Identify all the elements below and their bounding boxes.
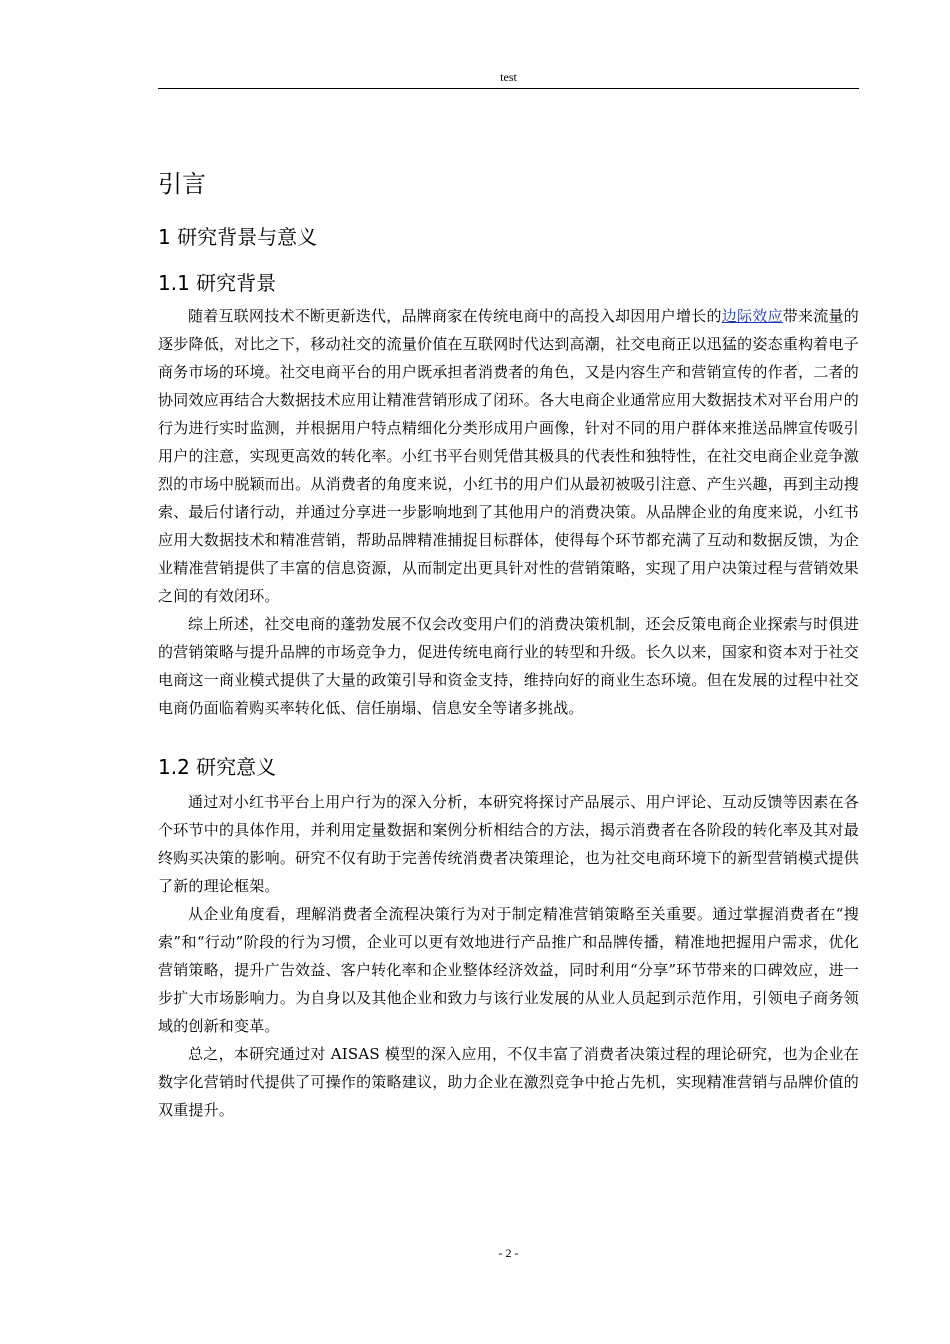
- section-1-2-paragraph-3: 总之，本研究通过对 AISAS 模型的深入应用，不仅丰富了消费者决策过程的理论研究，也为企业在数字化营销时代提供了可操作的策略建议，助力企业在激烈竞争中抢占先机，实现精准营销与品牌价值的双重提升。: [158, 1045, 859, 1119]
- chapter-title: 引言: [158, 170, 206, 198]
- section-1-1-paragraph-2: 综上所述，社交电商的蓬勃发展不仅会改变用户们的消费决策机制，还会反策电商企业探索与时俱进的营销策略与提升品牌的市场竞争力，促进传统电商行业的转型和升级。长久以来，国家和资本对于社交电商这一商业模式提供了大量的政策引导和资金支持，维持向好的商业生态环境。但在发展的过程中社交电商仍面临着购买率转化低、信任崩塌、信息安全等诸多挑战。: [158, 615, 859, 717]
- paragraph-text: 带来流量的逐步降低，对比之下，移动社交的流量价值在互联网时代达到高潮，社交电商正以迅猛的姿态重构着电子商务市场的环境。社交电商平台的用户既承担者消费者的角色，又是内容生产和营销宣传的作者，二者的协同效应再结合大数据技术应用让精准营销形成了闭环。各大电商企业通常应用大数据技术对平台用户的行为进行实时监测，并根据用户特点精细化分类形成用户画像，针对不同的用户群体来推送品牌宣传吸引用户的注意，实现更高效的转化率。小红书平台则凭借其极具的代表性和独特性，在社交电商企业竞争激烈的市场中脱颖而出。从消费者的角度来说，小红书的用户们从最初被吸引注意、产生兴趣，再到主动搜索、最后付诸行动，并通过分享进一步影响地到了其他用户的消费决策。从品牌企业的角度来说，小红书应用大数据技术和精准营销，帮助品牌精准捕捉目标群体，使得每个环节都充满了互动和数据反馈，为企业精准营销提供了丰富的信息资源，从而制定出更具针对性的营销策略，实现了用户决策过程与营销效果之间的有效闭环。: [158, 307, 859, 605]
- marginal-effect-link[interactable]: 边际效应: [721, 307, 783, 325]
- page-number: - 2 -: [498, 1246, 519, 1260]
- section-1-2-heading: 1.2 研究意义: [158, 755, 277, 779]
- section-1-2-paragraph-2: 从企业角度看，理解消费者全流程决策行为对于制定精准营销策略至关重要。通过掌握消费者在“搜索”和“行动”阶段的行为习惯，企业可以更有效地进行产品推广和品牌传播，精准地把握用户需求，优化营销策略，提升广告效益、客户转化率和企业整体经济效益，同时利用“分享”环节带来的口碑效应，进一步扩大市场影响力。为自身以及其他企业和致力与该行业发展的从业人员起到示范作用，引领电子商务领域的创新和变革。: [158, 905, 859, 1035]
- page-content: [158, 166, 859, 1124]
- section-1-heading: 1 研究背景与意义: [158, 225, 318, 249]
- header-text: test: [500, 70, 517, 84]
- section-1-1-paragraph-1: [158, 302, 859, 610]
- section-1-1-heading: 1.1 研究背景: [158, 271, 277, 295]
- paragraph-text: 随着互联网技术不断更新迭代，品牌商家在传统电商中的高投入却因用户增长的: [188, 307, 722, 325]
- section-1-2-paragraph-1: 通过对小红书平台上用户行为的深入分析，本研究将探讨产品展示、用户评论、互动反馈等因素在各个环节中的具体作用，并利用定量数据和案例分析相结合的方法，揭示消费者在各阶段的转化率及其对最终购买决策的影响。研究不仅有助于完善传统消费者决策理论，也为社交电商环境下的新型营销模式提供了新的理论框架。: [158, 793, 859, 895]
- page-header: [158, 66, 859, 89]
